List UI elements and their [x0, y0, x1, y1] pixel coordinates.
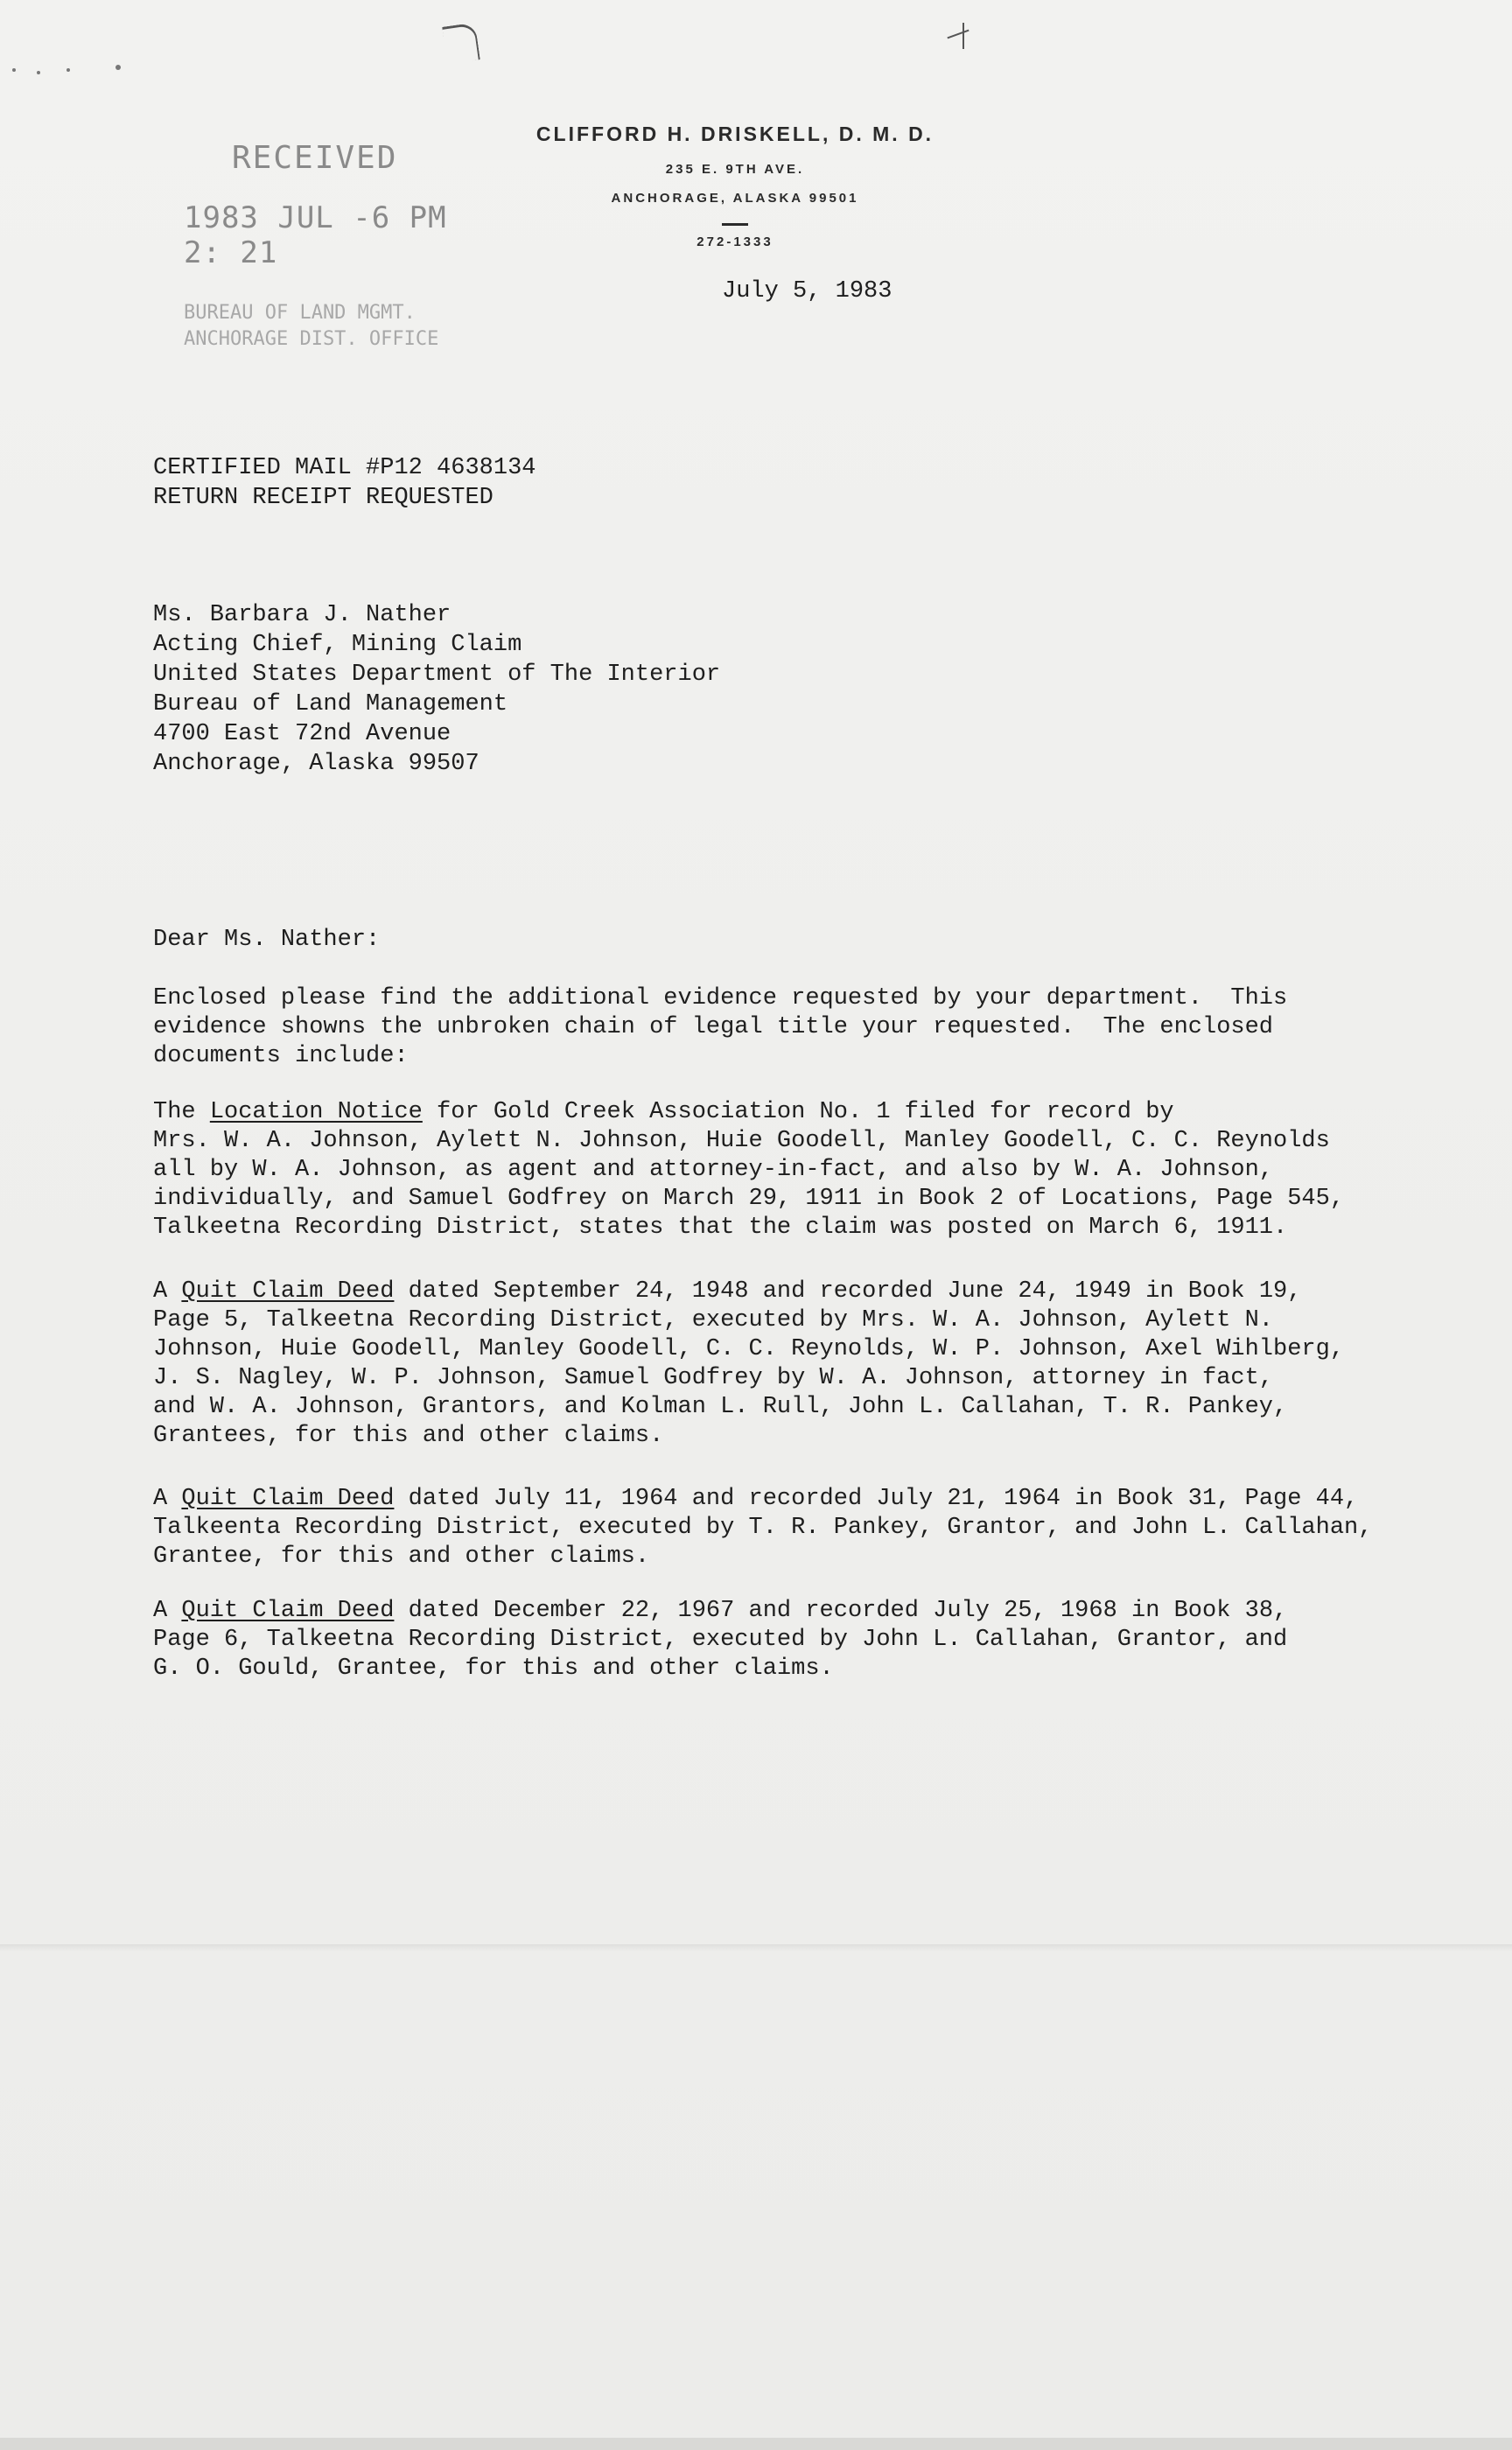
pen-mark [943, 21, 975, 52]
recipient-address [153, 600, 720, 779]
text-fragment: for Gold Creek Association No. 1 filed for record by [422, 1099, 1174, 1125]
quit-claim-deed-paragraph [153, 1597, 1431, 1684]
letterhead-city: ANCHORAGE, ALASKA 99501 [611, 191, 859, 206]
intro-paragraph [153, 984, 1431, 1071]
letterhead-phone: 272-1333 [696, 234, 774, 249]
document-title: Quit Claim Deed [181, 1486, 395, 1512]
text-line: Page 6, Talkeetna Recording District, executed by John L. Callahan, Grantor, and [153, 1627, 1288, 1653]
recipient-bureau: Bureau of Land Management [153, 691, 508, 718]
text-line: and W. A. Johnson, Grantors, and Kolman L. Rull, John L. Callahan, T. R. Pankey, [153, 1394, 1288, 1420]
letter-date: July 5, 1983 [722, 278, 892, 304]
text-line: Talkeetna Recording District, states that the claim was posted on March 6, 1911. [153, 1214, 1288, 1241]
text-fragment: A [153, 1486, 182, 1512]
mail-notice [153, 453, 536, 513]
letterhead-divider [722, 223, 748, 226]
text-line: Page 5, Talkeetna Recording District, executed by Mrs. W. A. Johnson, Aylett N. [153, 1307, 1274, 1334]
text-line: Talkeenta Recording District, executed by T. R. Pankey, Grantor, and John L. Callahan, [153, 1515, 1373, 1541]
letterhead-name: CLIFFORD H. DRISKELL, D. M. D. [536, 122, 934, 145]
text-line: individually, and Samuel Godfrey on March 29, 1911 in Book 2 of Locations, Page 545, [153, 1186, 1345, 1212]
letterhead [490, 122, 980, 249]
recipient-name: Ms. Barbara J. Nather [153, 602, 452, 628]
text-fragment: The [153, 1099, 210, 1125]
text-fragment: dated July 11, 1964 and recorded July 21, 1964 in Book 31, Page 44, [394, 1486, 1359, 1512]
scan-speckles [12, 68, 135, 77]
letterhead-street: 235 E. 9TH AVE. [665, 162, 805, 177]
text-line [153, 1098, 1431, 1127]
text-line: Enclosed please find the additional evidence requested by your department. This [153, 985, 1288, 1012]
text-line: evidence showns the unbroken chain of legal title your requested. The enclosed [153, 1014, 1274, 1040]
salutation: Dear Ms. Nather: [153, 927, 381, 953]
text-line: Grantee, for this and other claims. [153, 1544, 650, 1570]
text-fragment: dated December 22, 1967 and recorded July 25, 1968 in Book 38, [394, 1598, 1288, 1624]
text-fragment: dated September 24, 1948 and recorded June 24, 1949 in Book 19, [394, 1278, 1302, 1305]
document-title: Quit Claim Deed [181, 1598, 395, 1624]
page-bottom-edge [0, 2438, 1512, 2450]
stamp-office-line: BUREAU OF LAND MGMT. [184, 302, 416, 324]
quit-claim-deed-paragraph [153, 1485, 1431, 1572]
recipient-city: Anchorage, Alaska 99507 [153, 751, 480, 777]
document-title: Location Notice [209, 1099, 423, 1125]
text-line: Johnson, Huie Goodell, Manley Goodell, C. C. Reynolds, W. P. Johnson, Axel Wihlberg, [153, 1336, 1345, 1362]
location-notice-paragraph [153, 1098, 1431, 1242]
text-fragment: A [153, 1278, 182, 1305]
recipient-street: 4700 East 72nd Avenue [153, 721, 452, 747]
received-stamp [175, 140, 481, 353]
text-line: J. S. Nagley, W. P. Johnson, Samuel Godfrey by W. A. Johnson, attorney in fact, [153, 1365, 1274, 1391]
stamp-title: RECEIVED [232, 140, 398, 176]
stamp-office [184, 300, 481, 353]
quit-claim-deed-paragraph [153, 1278, 1431, 1451]
page-fold [0, 1944, 1512, 1951]
stamp-office-line: ANCHORAGE DIST. OFFICE [184, 328, 439, 350]
mail-line: CERTIFIED MAIL #P12 4638134 [153, 455, 536, 481]
pen-mark [442, 23, 480, 65]
text-line [153, 1485, 1431, 1514]
text-line [153, 1278, 1431, 1306]
text-line: Grantees, for this and other claims. [153, 1423, 664, 1449]
document-title: Quit Claim Deed [181, 1278, 395, 1305]
recipient-title: Acting Chief, Mining Claim [153, 632, 522, 658]
text-line [153, 1597, 1431, 1626]
stamp-datetime: 1983 JUL -6 PM 2: 21 [184, 200, 447, 270]
recipient-org: United States Department of The Interior [153, 662, 721, 688]
text-line: documents include: [153, 1043, 409, 1069]
mail-line: RETURN RECEIPT REQUESTED [153, 485, 494, 511]
text-line: all by W. A. Johnson, as agent and attorney-in-fact, and also by W. A. Johnson, [153, 1157, 1274, 1183]
text-fragment: A [153, 1598, 182, 1624]
text-line: Mrs. W. A. Johnson, Aylett N. Johnson, Huie Goodell, Manley Goodell, C. C. Reynolds [153, 1128, 1330, 1154]
text-line: G. O. Gould, Grantee, for this and other claims. [153, 1656, 834, 1682]
